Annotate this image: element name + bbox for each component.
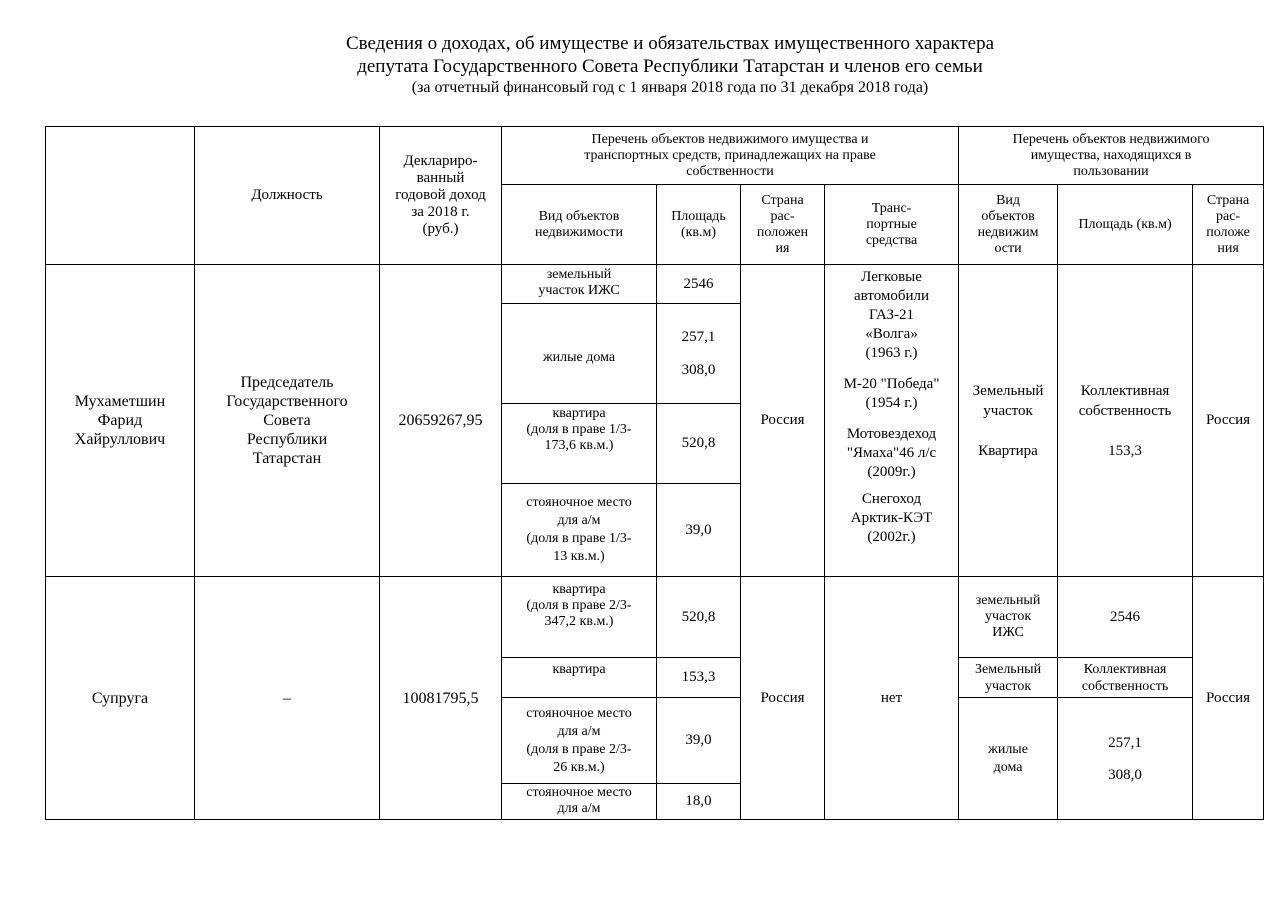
person1-position	[195, 265, 380, 577]
header-owned-type-line: Вид объектов	[538, 208, 620, 224]
header-owned-country-line: ия	[775, 240, 790, 256]
person2-income	[380, 577, 502, 820]
header-owned-group-line: транспортных средств, принадлежащих на праве	[584, 147, 876, 163]
person1-country	[741, 265, 825, 577]
spacer	[828, 482, 955, 490]
owned-type-line: участок ИЖС	[538, 283, 620, 298]
header-transport	[825, 185, 959, 265]
person1-owned-type-1	[502, 265, 657, 304]
owned-type-line: 13 кв.м.)	[553, 549, 605, 564]
person1-used-type	[959, 265, 1058, 577]
header-income-line: годовой доход	[395, 187, 486, 203]
transport-line: (2002г.)	[867, 529, 916, 545]
person1-name-line: Фарид	[97, 412, 143, 429]
declaration-table	[45, 126, 1264, 820]
transport-line: Снегоход	[861, 491, 922, 507]
owned-type-line: квартира	[552, 406, 606, 421]
owned-type-line: (доля в праве 1/3-	[526, 422, 632, 437]
transport-line: Арктик-КЭТ	[850, 510, 933, 526]
transport-line: (1954 г.)	[865, 395, 918, 411]
person1-position-line: Татарстан	[252, 450, 322, 467]
title-line-2: депутата Государственного Совета Республики Татарстан и членов его семьи	[357, 56, 983, 77]
used-area-line: Коллективная	[1080, 382, 1170, 399]
header-owned-group-line: Перечень объектов недвижимого имущества и	[591, 131, 869, 147]
person1-owned-type-3	[502, 404, 657, 484]
used-area-value: 2546	[1110, 608, 1141, 625]
owned-type-line: для а/м	[557, 723, 601, 739]
header-used-country-line: Страна	[1206, 192, 1250, 208]
spacer	[1061, 421, 1189, 441]
used-type-line: дома	[993, 759, 1023, 775]
person1-owned-type-2	[502, 304, 657, 404]
person2-name-value: Супруга	[91, 689, 149, 707]
header-used-group-line: Перечень объектов недвижимого	[1012, 131, 1210, 147]
header-owned-country-line: Страна	[761, 192, 804, 208]
person2-owned-type-3	[502, 698, 657, 784]
used-area-line: собственность	[1081, 678, 1169, 694]
person1-position-line: Республики	[246, 431, 328, 448]
title-line-1: Сведения о доходах, об имуществе и обязательствах имущественного характера	[345, 33, 995, 54]
spacer	[828, 363, 955, 375]
transport-line: М-20 "Победа"	[843, 376, 940, 392]
person2-owned-area-1	[657, 577, 741, 658]
person2-position-value: –	[283, 689, 291, 707]
owned-type-line: для а/м	[557, 513, 601, 528]
header-used-country-line: рас-	[1216, 208, 1241, 224]
owned-area-value: 39,0	[685, 521, 712, 538]
transport-line: автомобили	[853, 288, 930, 304]
header-income-line: за 2018 г.	[411, 204, 470, 220]
transport-line: «Волга»	[865, 326, 918, 342]
owned-area-value: 39,0	[685, 732, 712, 748]
owned-area-line: 257,1	[681, 328, 716, 345]
header-transport-line: портные	[866, 216, 917, 232]
person1-owned-area-2	[657, 304, 741, 404]
used-type-line: ИЖС	[992, 625, 1024, 640]
transport-line: (1963 г.)	[865, 345, 918, 361]
person1-position-line: Государственного	[226, 393, 348, 410]
header-transport-line: Транс-	[871, 200, 912, 216]
person2-position	[195, 577, 380, 820]
header-income-line: (руб.)	[422, 221, 459, 237]
spacer	[962, 421, 1054, 441]
person2-country	[741, 577, 825, 820]
header-owned-country-line: положен	[756, 224, 809, 240]
person2-used-type-3	[959, 698, 1058, 820]
header-owned-type-line: недвижимости	[535, 224, 623, 240]
header-used-type	[959, 185, 1058, 265]
person1-owned-area-1	[657, 265, 741, 304]
person1-name	[46, 265, 195, 577]
person1-name-line: Мухаметшин	[74, 393, 166, 410]
transport-line: "Ямаха"46 л/с	[846, 445, 937, 461]
owned-type-line: (доля в праве 1/3-	[526, 531, 632, 546]
used-type-line: жилые	[988, 741, 1028, 757]
person2-owned-type-2	[502, 658, 657, 698]
owned-type-line: стояночное место	[526, 785, 632, 800]
header-used-type-line: ости	[994, 240, 1022, 256]
person2-owned-area-4	[657, 784, 741, 820]
person2-country-value: Россия	[760, 689, 805, 706]
used-type-line: Земельный	[972, 382, 1044, 399]
person2-transport	[825, 577, 959, 820]
used-type-line: участок	[984, 678, 1032, 694]
person2-used-country	[1193, 577, 1264, 820]
used-area-line: собственность	[1078, 402, 1172, 419]
owned-type-line: стояночное место	[526, 705, 632, 721]
person1-position-line: Председатель	[240, 374, 334, 391]
transport-line: Мотовездеход	[846, 426, 937, 442]
owned-area-value: 18,0	[685, 793, 712, 809]
document-title	[0, 32, 1280, 98]
header-name	[46, 127, 195, 265]
used-area-line: 308,0	[1108, 766, 1142, 783]
header-owned-group	[502, 127, 959, 185]
person1-income	[380, 265, 502, 577]
person1-name-line: Хайруллович	[74, 431, 166, 448]
header-income-line: ванный	[416, 170, 465, 186]
header-owned-area-line: (кв.м)	[680, 224, 717, 240]
header-owned-country-line: рас-	[770, 208, 795, 224]
person1-position-line: Совета	[263, 412, 311, 429]
person1-used-country	[1193, 265, 1264, 577]
person1-used-area	[1058, 265, 1193, 577]
owned-type-line: 173,6 кв.м.)	[544, 438, 614, 453]
title-line-3: (за отчетный финансовый год с 1 января 2018 года по 31 декабря 2018 года)	[411, 79, 929, 96]
person2-used-country-value: Россия	[1206, 689, 1251, 706]
header-position-label: Должность	[251, 187, 323, 203]
owned-type-line: 347,2 кв.м.)	[544, 614, 614, 629]
used-area-line: 257,1	[1108, 734, 1142, 751]
person2-name	[46, 577, 195, 820]
person2-used-area-3	[1058, 698, 1193, 820]
owned-area-value: 520,8	[681, 435, 716, 451]
spacer	[1061, 753, 1189, 765]
used-type-line: Земельный	[975, 661, 1042, 677]
header-used-country	[1193, 185, 1264, 265]
person1-income-value: 20659267,95	[398, 412, 483, 429]
header-income-line: Деклариро-	[403, 153, 478, 169]
spacer	[828, 413, 955, 425]
person2-owned-type-1	[502, 577, 657, 658]
owned-type-line: (доля в праве 2/3-	[526, 598, 632, 613]
person2-used-area-2	[1058, 658, 1193, 698]
header-owned-type	[502, 185, 657, 265]
header-used-area	[1058, 185, 1193, 265]
owned-area-value: 520,8	[681, 608, 716, 625]
person2-income-value: 10081795,5	[402, 689, 479, 707]
header-owned-country	[741, 185, 825, 265]
person2-used-area-1	[1058, 577, 1193, 658]
used-area-line: Коллективная	[1083, 661, 1167, 677]
header-position	[195, 127, 380, 265]
person2-owned-area-3	[657, 698, 741, 784]
header-owned-area-line: Площадь	[671, 208, 726, 224]
owned-type-line: (доля в праве 2/3-	[526, 741, 632, 757]
transport-line: ГАЗ-21	[869, 307, 915, 323]
person1-owned-area-4	[657, 484, 741, 577]
header-transport-line: средства	[865, 232, 918, 248]
used-type-line: участок	[983, 402, 1033, 419]
header-owned-area	[657, 185, 741, 265]
used-type-line: Квартира	[978, 442, 1038, 459]
owned-area-line: 308,0	[681, 361, 716, 378]
header-used-area-label: Площадь (кв.м)	[1078, 216, 1172, 232]
transport-line: Легковые	[861, 269, 922, 285]
header-used-group	[959, 127, 1264, 185]
person1-transport	[825, 265, 959, 577]
person2-used-type-1	[959, 577, 1058, 658]
person1-owned-area-3	[657, 404, 741, 484]
owned-area-value: 2546	[683, 275, 714, 292]
person2-used-type-2	[959, 658, 1058, 698]
header-used-type-line: объектов	[981, 208, 1035, 224]
header-income	[380, 127, 502, 265]
spacer	[660, 347, 737, 361]
header-used-type-line: Вид	[996, 192, 1021, 208]
owned-type-line: квартира	[552, 662, 606, 677]
owned-type-line: квартира	[552, 582, 606, 597]
owned-type-line: земельный	[546, 267, 612, 282]
owned-type-line: жилые дома	[542, 350, 616, 365]
header-used-group-line: пользовании	[1073, 163, 1149, 179]
person2-transport-value: нет	[880, 689, 903, 706]
used-type-line: земельный	[975, 593, 1041, 608]
header-used-group-line: имущества, находящихся в	[1030, 147, 1192, 163]
header-used-type-line: недвижим	[977, 224, 1039, 240]
used-type-line: участок	[984, 609, 1032, 624]
owned-type-line: стояночное место	[526, 495, 632, 510]
person1-country-value: Россия	[760, 412, 805, 428]
transport-line: (2009г.)	[867, 464, 916, 480]
owned-type-line: 26 кв.м.)	[553, 759, 605, 775]
person2-owned-type-4	[502, 784, 657, 820]
person1-owned-type-4	[502, 484, 657, 577]
person2-owned-area-2	[657, 658, 741, 698]
header-owned-group-line: собственности	[686, 163, 774, 179]
person1-used-country-value: Россия	[1206, 412, 1251, 428]
owned-type-line: для а/м	[557, 801, 601, 816]
owned-area-value: 153,3	[681, 669, 716, 685]
header-used-country-line: ния	[1217, 240, 1239, 256]
header-used-country-line: положе	[1206, 224, 1250, 240]
used-area-line: 153,3	[1108, 442, 1142, 459]
